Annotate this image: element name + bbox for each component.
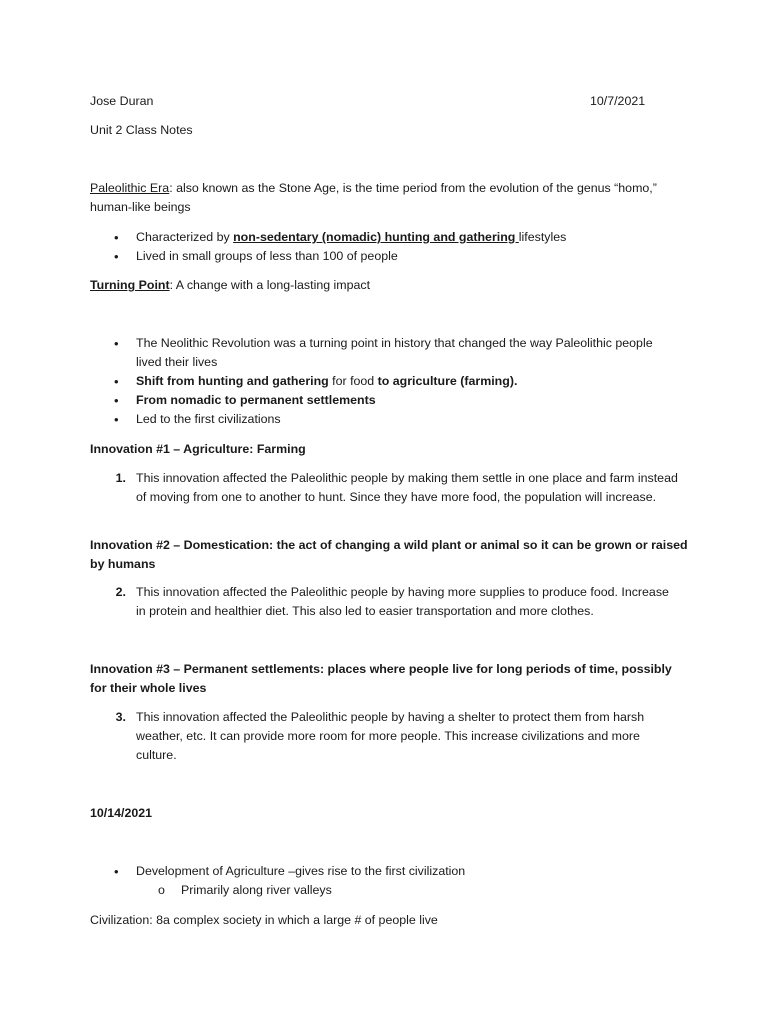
document-subtitle: Unit 2 Class Notes	[90, 123, 193, 137]
sub-bullet-glyph: o	[158, 883, 165, 897]
turning-point-bullet-2-mid: for food	[328, 374, 378, 388]
document-date: 10/7/2021	[590, 94, 646, 108]
paleolithic-definition-text: : also known as the Stone Age, is the time period from the evolution of the genus “homo,” human-like beings	[90, 181, 657, 214]
bullet-glyph: •	[114, 230, 119, 245]
turning-point-bullet-2-bold-a: Shift from hunting and gathering	[136, 374, 329, 388]
paleolithic-bullet-1-prefix: Characterized by	[136, 230, 234, 244]
innovation-3-text: This innovation affected the Paleolithic people by having a shelter to protect them from harsh weather, etc. It can provide more room for more people. This increase civilizations and more culture.	[136, 710, 645, 762]
agriculture-bullet: Development of Agriculture –gives rise to the first civilization	[136, 864, 466, 878]
turning-point-bullet-1: The Neolithic Revolution was a turning point in history that changed the way Paleolithic people lived their lives	[136, 336, 653, 369]
innovation-2-text: This innovation affected the Paleolithic people by having more supplies to produce food. Increase in protein and healthier diet. This also led to easier transportation and more clothes.	[136, 585, 669, 618]
innovation-3-number: 3.	[115, 710, 126, 724]
innovation-1-number: 1.	[115, 471, 126, 485]
bullet-glyph: •	[114, 336, 119, 351]
author-name: Jose Duran	[90, 94, 154, 108]
bullet-glyph: •	[114, 249, 119, 264]
bullet-glyph: •	[114, 864, 119, 879]
turning-point-bullet-3: From nomadic to permanent settlements	[136, 393, 376, 407]
innovation-1-text: This innovation affected the Paleolithic people by making them settle in one place and farm instead of moving from one to another to hunt. Since they have more food, the population will increase.	[136, 471, 678, 504]
river-valleys-sub-bullet: Primarily along river valleys	[181, 883, 332, 897]
paleolithic-bullet-2: Lived in small groups of less than 100 of people	[136, 249, 398, 263]
paleolithic-bullet-1-emphasis: non-sedentary (nomadic) hunting and gathering	[233, 230, 519, 244]
turning-point-bullet-4: Led to the first civilizations	[136, 412, 281, 426]
bullet-glyph: •	[114, 393, 119, 408]
turning-point-bullet-2	[136, 372, 681, 391]
innovation-2-heading: Innovation #2 – Domestication: the act of changing a wild plant or animal so it can be grown or raised by humans	[90, 538, 688, 571]
civilization-definition: Civilization: 8a complex society in which a large # of people live	[90, 913, 438, 927]
paleolithic-bullet-1	[136, 228, 681, 247]
innovation-1-heading: Innovation #1 – Agriculture: Farming	[90, 442, 306, 456]
second-session-date: 10/14/2021	[90, 806, 153, 820]
bullet-glyph: •	[114, 412, 119, 427]
bullet-glyph: •	[114, 374, 119, 389]
paleolithic-bullet-1-suffix: lifestyles	[518, 230, 567, 244]
paleolithic-term: Paleolithic Era	[90, 181, 170, 195]
innovation-2-number: 2.	[115, 585, 126, 599]
paleolithic-definition	[90, 179, 690, 217]
turning-point-definition	[90, 276, 370, 295]
turning-point-definition-text: : A change with a long-lasting impact	[169, 278, 371, 292]
innovation-3-heading: Innovation #3 – Permanent settlements: places where people live for long periods of time, possibly for their whole lives	[90, 662, 672, 695]
turning-point-bullet-2-bold-b: to agriculture (farming).	[377, 374, 518, 388]
turning-point-term: Turning Point	[90, 278, 170, 292]
